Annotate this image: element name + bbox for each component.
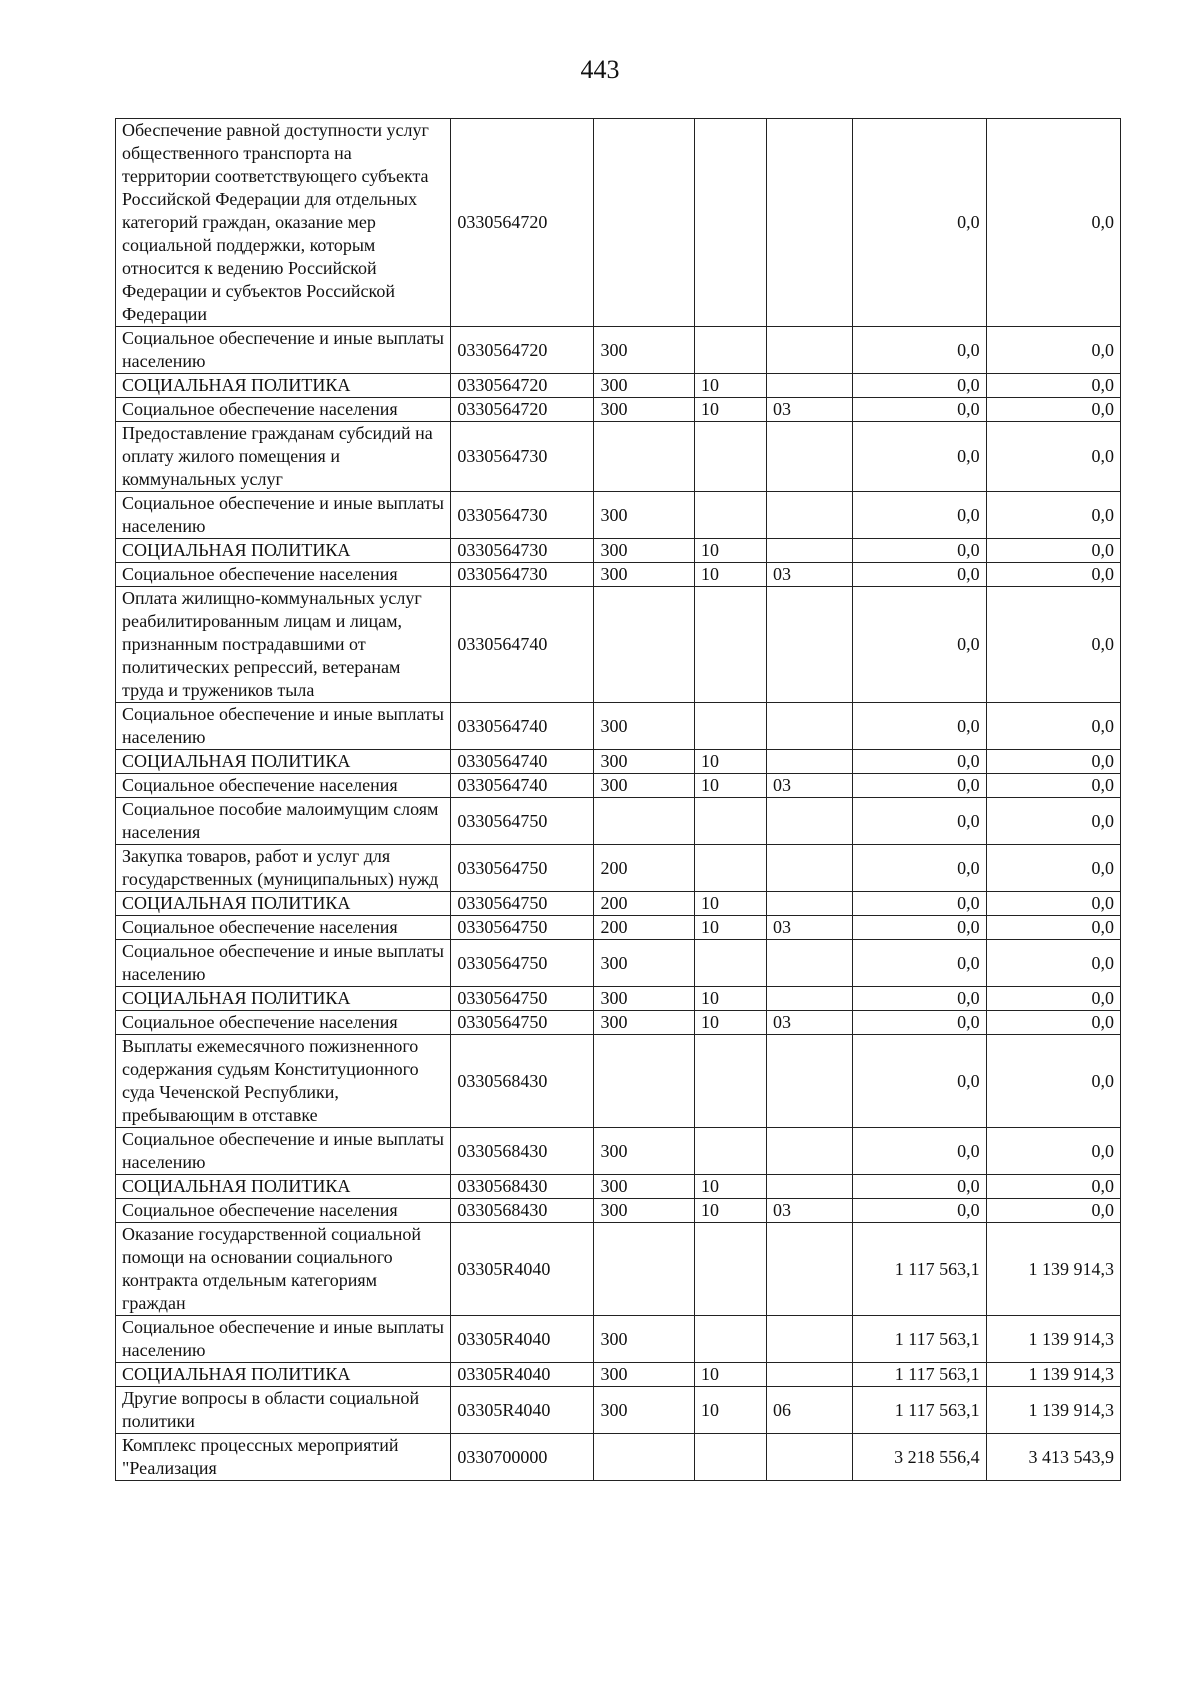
table-row — [116, 798, 1121, 845]
section-cell: 10 — [694, 774, 766, 798]
budget-table-body — [116, 119, 1121, 1481]
section-cell — [694, 1128, 766, 1175]
table-row — [116, 1035, 1121, 1128]
row-name-cell: СОЦИАЛЬНАЯ ПОЛИТИКА — [116, 374, 451, 398]
section-cell: 10 — [694, 1199, 766, 1223]
expense-type-cell — [594, 1434, 694, 1481]
target-code-cell: 03305R4040 — [451, 1363, 594, 1387]
expense-type-cell: 200 — [594, 916, 694, 940]
table-row — [116, 1128, 1121, 1175]
target-code-cell: 0330700000 — [451, 1434, 594, 1481]
amount-year-2-cell: 0,0 — [986, 587, 1120, 703]
expense-type-cell: 300 — [594, 1387, 694, 1434]
section-cell — [694, 845, 766, 892]
section-cell — [694, 422, 766, 492]
expense-type-cell: 300 — [594, 1316, 694, 1363]
section-cell: 10 — [694, 892, 766, 916]
expense-type-cell — [594, 798, 694, 845]
amount-year-2-cell: 1 139 914,3 — [986, 1387, 1120, 1434]
expense-type-cell: 300 — [594, 398, 694, 422]
expense-type-cell: 300 — [594, 563, 694, 587]
subsection-cell — [767, 587, 853, 703]
table-row — [116, 916, 1121, 940]
subsection-cell: 03 — [767, 563, 853, 587]
amount-year-1-cell: 0,0 — [853, 374, 986, 398]
subsection-cell: 03 — [767, 774, 853, 798]
expense-type-cell — [594, 587, 694, 703]
amount-year-1-cell: 1 117 563,1 — [853, 1363, 986, 1387]
amount-year-1-cell: 0,0 — [853, 892, 986, 916]
amount-year-2-cell: 0,0 — [986, 492, 1120, 539]
table-row — [116, 1316, 1121, 1363]
target-code-cell: 0330564720 — [451, 119, 594, 327]
expense-type-cell: 300 — [594, 327, 694, 374]
table-row — [116, 374, 1121, 398]
section-cell: 10 — [694, 1011, 766, 1035]
subsection-cell: 03 — [767, 916, 853, 940]
subsection-cell: 03 — [767, 1199, 853, 1223]
amount-year-1-cell: 0,0 — [853, 940, 986, 987]
table-row — [116, 987, 1121, 1011]
section-cell — [694, 1316, 766, 1363]
expense-type-cell: 300 — [594, 940, 694, 987]
amount-year-2-cell: 0,0 — [986, 374, 1120, 398]
amount-year-1-cell: 0,0 — [853, 774, 986, 798]
target-code-cell: 0330564750 — [451, 892, 594, 916]
subsection-cell — [767, 119, 853, 327]
target-code-cell: 03305R4040 — [451, 1316, 594, 1363]
amount-year-2-cell: 0,0 — [986, 327, 1120, 374]
amount-year-2-cell: 0,0 — [986, 703, 1120, 750]
amount-year-1-cell: 0,0 — [853, 327, 986, 374]
table-row — [116, 774, 1121, 798]
expense-type-cell: 300 — [594, 750, 694, 774]
expense-type-cell: 300 — [594, 1011, 694, 1035]
expense-type-cell: 300 — [594, 539, 694, 563]
table-row — [116, 1434, 1121, 1481]
target-code-cell: 0330564720 — [451, 374, 594, 398]
table-row — [116, 398, 1121, 422]
target-code-cell: 0330564740 — [451, 750, 594, 774]
subsection-cell: 06 — [767, 1387, 853, 1434]
row-name-cell: Социальное обеспечение населения — [116, 774, 451, 798]
budget-table — [115, 118, 1121, 1481]
target-code-cell: 0330568430 — [451, 1035, 594, 1128]
amount-year-2-cell: 1 139 914,3 — [986, 1363, 1120, 1387]
target-code-cell: 0330564750 — [451, 940, 594, 987]
subsection-cell — [767, 492, 853, 539]
section-cell: 10 — [694, 750, 766, 774]
table-row — [116, 119, 1121, 327]
amount-year-2-cell: 0,0 — [986, 398, 1120, 422]
row-name-cell: Другие вопросы в области социальной политики — [116, 1387, 451, 1434]
table-row — [116, 539, 1121, 563]
row-name-cell: Выплаты ежемесячного пожизненного содержания судьям Конституционного суда Чеченской Республики, пребывающим в отставке — [116, 1035, 451, 1128]
row-name-cell: СОЦИАЛЬНАЯ ПОЛИТИКА — [116, 892, 451, 916]
expense-type-cell: 300 — [594, 987, 694, 1011]
subsection-cell — [767, 798, 853, 845]
section-cell: 10 — [694, 1175, 766, 1199]
amount-year-2-cell: 0,0 — [986, 1199, 1120, 1223]
target-code-cell: 0330564730 — [451, 563, 594, 587]
amount-year-1-cell: 0,0 — [853, 119, 986, 327]
amount-year-1-cell: 1 117 563,1 — [853, 1223, 986, 1316]
expense-type-cell: 200 — [594, 845, 694, 892]
target-code-cell: 03305R4040 — [451, 1387, 594, 1434]
subsection-cell — [767, 703, 853, 750]
target-code-cell: 0330564720 — [451, 398, 594, 422]
amount-year-2-cell: 0,0 — [986, 1011, 1120, 1035]
expense-type-cell: 300 — [594, 703, 694, 750]
page-number: 443 — [580, 55, 620, 84]
amount-year-2-cell: 0,0 — [986, 1128, 1120, 1175]
row-name-cell: Социальное обеспечение населения — [116, 916, 451, 940]
row-name-cell: Социальное обеспечение и иные выплаты населению — [116, 327, 451, 374]
section-cell: 10 — [694, 987, 766, 1011]
section-cell: 10 — [694, 563, 766, 587]
amount-year-1-cell: 0,0 — [853, 916, 986, 940]
section-cell: 10 — [694, 398, 766, 422]
subsection-cell — [767, 1128, 853, 1175]
amount-year-1-cell: 0,0 — [853, 492, 986, 539]
row-name-cell: Социальное обеспечение и иные выплаты населению — [116, 1128, 451, 1175]
row-name-cell: Предоставление гражданам субсидий на оплату жилого помещения и коммунальных услуг — [116, 422, 451, 492]
subsection-cell — [767, 1363, 853, 1387]
target-code-cell: 0330564730 — [451, 539, 594, 563]
table-row — [116, 750, 1121, 774]
section-cell: 10 — [694, 374, 766, 398]
amount-year-1-cell: 0,0 — [853, 1175, 986, 1199]
amount-year-1-cell: 0,0 — [853, 750, 986, 774]
amount-year-1-cell: 0,0 — [853, 703, 986, 750]
subsection-cell — [767, 374, 853, 398]
section-cell — [694, 703, 766, 750]
amount-year-2-cell: 0,0 — [986, 798, 1120, 845]
table-row — [116, 587, 1121, 703]
section-cell — [694, 1035, 766, 1128]
table-row — [116, 492, 1121, 539]
section-cell — [694, 327, 766, 374]
target-code-cell: 0330568430 — [451, 1128, 594, 1175]
expense-type-cell: 200 — [594, 892, 694, 916]
expense-type-cell: 300 — [594, 1363, 694, 1387]
table-row — [116, 892, 1121, 916]
amount-year-2-cell: 0,0 — [986, 774, 1120, 798]
table-row — [116, 1387, 1121, 1434]
target-code-cell: 0330564750 — [451, 1011, 594, 1035]
amount-year-2-cell: 0,0 — [986, 940, 1120, 987]
section-cell: 10 — [694, 1387, 766, 1434]
subsection-cell — [767, 750, 853, 774]
table-row — [116, 703, 1121, 750]
amount-year-2-cell: 1 139 914,3 — [986, 1223, 1120, 1316]
amount-year-1-cell: 3 218 556,4 — [853, 1434, 986, 1481]
target-code-cell: 0330564730 — [451, 492, 594, 539]
target-code-cell: 0330564750 — [451, 798, 594, 845]
amount-year-2-cell: 0,0 — [986, 1035, 1120, 1128]
subsection-cell: 03 — [767, 1011, 853, 1035]
amount-year-1-cell: 0,0 — [853, 422, 986, 492]
amount-year-2-cell: 0,0 — [986, 119, 1120, 327]
subsection-cell — [767, 892, 853, 916]
table-row — [116, 1199, 1121, 1223]
target-code-cell: 0330564740 — [451, 703, 594, 750]
subsection-cell — [767, 1175, 853, 1199]
subsection-cell: 03 — [767, 398, 853, 422]
row-name-cell: Оплата жилищно-коммунальных услуг реабилитированным лицам и лицам, признанным пострадавшими от политических репрессий, ветеранам труда и тружеников тыла — [116, 587, 451, 703]
target-code-cell: 0330564740 — [451, 774, 594, 798]
amount-year-1-cell: 0,0 — [853, 987, 986, 1011]
amount-year-1-cell: 0,0 — [853, 1011, 986, 1035]
subsection-cell — [767, 327, 853, 374]
row-name-cell: Социальное обеспечение и иные выплаты населению — [116, 703, 451, 750]
target-code-cell: 0330564720 — [451, 327, 594, 374]
amount-year-2-cell: 0,0 — [986, 539, 1120, 563]
row-name-cell: СОЦИАЛЬНАЯ ПОЛИТИКА — [116, 1175, 451, 1199]
amount-year-2-cell: 0,0 — [986, 750, 1120, 774]
subsection-cell — [767, 1035, 853, 1128]
row-name-cell: СОЦИАЛЬНАЯ ПОЛИТИКА — [116, 987, 451, 1011]
subsection-cell — [767, 987, 853, 1011]
amount-year-1-cell: 0,0 — [853, 1199, 986, 1223]
target-code-cell: 03305R4040 — [451, 1223, 594, 1316]
row-name-cell: Социальное обеспечение и иные выплаты населению — [116, 1316, 451, 1363]
subsection-cell — [767, 422, 853, 492]
amount-year-1-cell: 0,0 — [853, 398, 986, 422]
section-cell — [694, 940, 766, 987]
target-code-cell: 0330564730 — [451, 422, 594, 492]
table-row — [116, 1175, 1121, 1199]
row-name-cell: СОЦИАЛЬНАЯ ПОЛИТИКА — [116, 750, 451, 774]
subsection-cell — [767, 539, 853, 563]
target-code-cell: 0330564750 — [451, 916, 594, 940]
expense-type-cell: 300 — [594, 1199, 694, 1223]
amount-year-2-cell: 0,0 — [986, 916, 1120, 940]
amount-year-2-cell: 0,0 — [986, 563, 1120, 587]
amount-year-2-cell: 1 139 914,3 — [986, 1316, 1120, 1363]
section-cell — [694, 492, 766, 539]
expense-type-cell: 300 — [594, 774, 694, 798]
amount-year-2-cell: 0,0 — [986, 845, 1120, 892]
table-row — [116, 845, 1121, 892]
amount-year-2-cell: 0,0 — [986, 1175, 1120, 1199]
table-row — [116, 1011, 1121, 1035]
row-name-cell: СОЦИАЛЬНАЯ ПОЛИТИКА — [116, 539, 451, 563]
target-code-cell: 0330564750 — [451, 845, 594, 892]
row-name-cell: СОЦИАЛЬНАЯ ПОЛИТИКА — [116, 1363, 451, 1387]
amount-year-2-cell: 0,0 — [986, 892, 1120, 916]
target-code-cell: 0330564750 — [451, 987, 594, 1011]
table-row — [116, 1363, 1121, 1387]
section-cell — [694, 119, 766, 327]
amount-year-1-cell: 0,0 — [853, 563, 986, 587]
amount-year-1-cell: 0,0 — [853, 539, 986, 563]
section-cell — [694, 587, 766, 703]
row-name-cell: Закупка товаров, работ и услуг для государственных (муниципальных) нужд — [116, 845, 451, 892]
row-name-cell: Социальное обеспечение и иные выплаты населению — [116, 940, 451, 987]
expense-type-cell — [594, 119, 694, 327]
amount-year-1-cell: 1 117 563,1 — [853, 1316, 986, 1363]
subsection-cell — [767, 845, 853, 892]
row-name-cell: Обеспечение равной доступности услуг общественного транспорта на территории соответствующего субъекта Российской Федерации для отдельных категорий граждан, оказание мер социальной поддержки, которым относится к ведению Российской Федерации и субъектов Российской Федерации — [116, 119, 451, 327]
amount-year-1-cell: 0,0 — [853, 587, 986, 703]
amount-year-2-cell: 0,0 — [986, 987, 1120, 1011]
expense-type-cell — [594, 1035, 694, 1128]
target-code-cell: 0330564740 — [451, 587, 594, 703]
expense-type-cell — [594, 1223, 694, 1316]
target-code-cell: 0330568430 — [451, 1175, 594, 1199]
table-row — [116, 940, 1121, 987]
amount-year-1-cell: 1 117 563,1 — [853, 1387, 986, 1434]
amount-year-2-cell: 3 413 543,9 — [986, 1434, 1120, 1481]
row-name-cell: Комплекс процессных мероприятий "Реализация — [116, 1434, 451, 1481]
expense-type-cell: 300 — [594, 374, 694, 398]
subsection-cell — [767, 1434, 853, 1481]
section-cell — [694, 1434, 766, 1481]
table-row — [116, 1223, 1121, 1316]
section-cell: 10 — [694, 1363, 766, 1387]
amount-year-2-cell: 0,0 — [986, 422, 1120, 492]
amount-year-1-cell: 0,0 — [853, 845, 986, 892]
row-name-cell: Оказание государственной социальной помощи на основании социального контракта отдельным категориям граждан — [116, 1223, 451, 1316]
amount-year-1-cell: 0,0 — [853, 798, 986, 845]
subsection-cell — [767, 1316, 853, 1363]
expense-type-cell: 300 — [594, 1128, 694, 1175]
row-name-cell: Социальное обеспечение населения — [116, 563, 451, 587]
section-cell: 10 — [694, 539, 766, 563]
table-row — [116, 327, 1121, 374]
row-name-cell: Социальное обеспечение населения — [116, 1199, 451, 1223]
subsection-cell — [767, 940, 853, 987]
section-cell — [694, 798, 766, 845]
expense-type-cell: 300 — [594, 1175, 694, 1199]
section-cell: 10 — [694, 916, 766, 940]
row-name-cell: Социальное обеспечение и иные выплаты населению — [116, 492, 451, 539]
amount-year-1-cell: 0,0 — [853, 1035, 986, 1128]
table-row — [116, 563, 1121, 587]
subsection-cell — [767, 1223, 853, 1316]
table-row — [116, 422, 1121, 492]
row-name-cell: Социальное обеспечение населения — [116, 1011, 451, 1035]
expense-type-cell: 300 — [594, 492, 694, 539]
expense-type-cell — [594, 422, 694, 492]
row-name-cell: Социальное обеспечение населения — [116, 398, 451, 422]
target-code-cell: 0330568430 — [451, 1199, 594, 1223]
row-name-cell: Социальное пособие малоимущим слоям населения — [116, 798, 451, 845]
amount-year-1-cell: 0,0 — [853, 1128, 986, 1175]
section-cell — [694, 1223, 766, 1316]
